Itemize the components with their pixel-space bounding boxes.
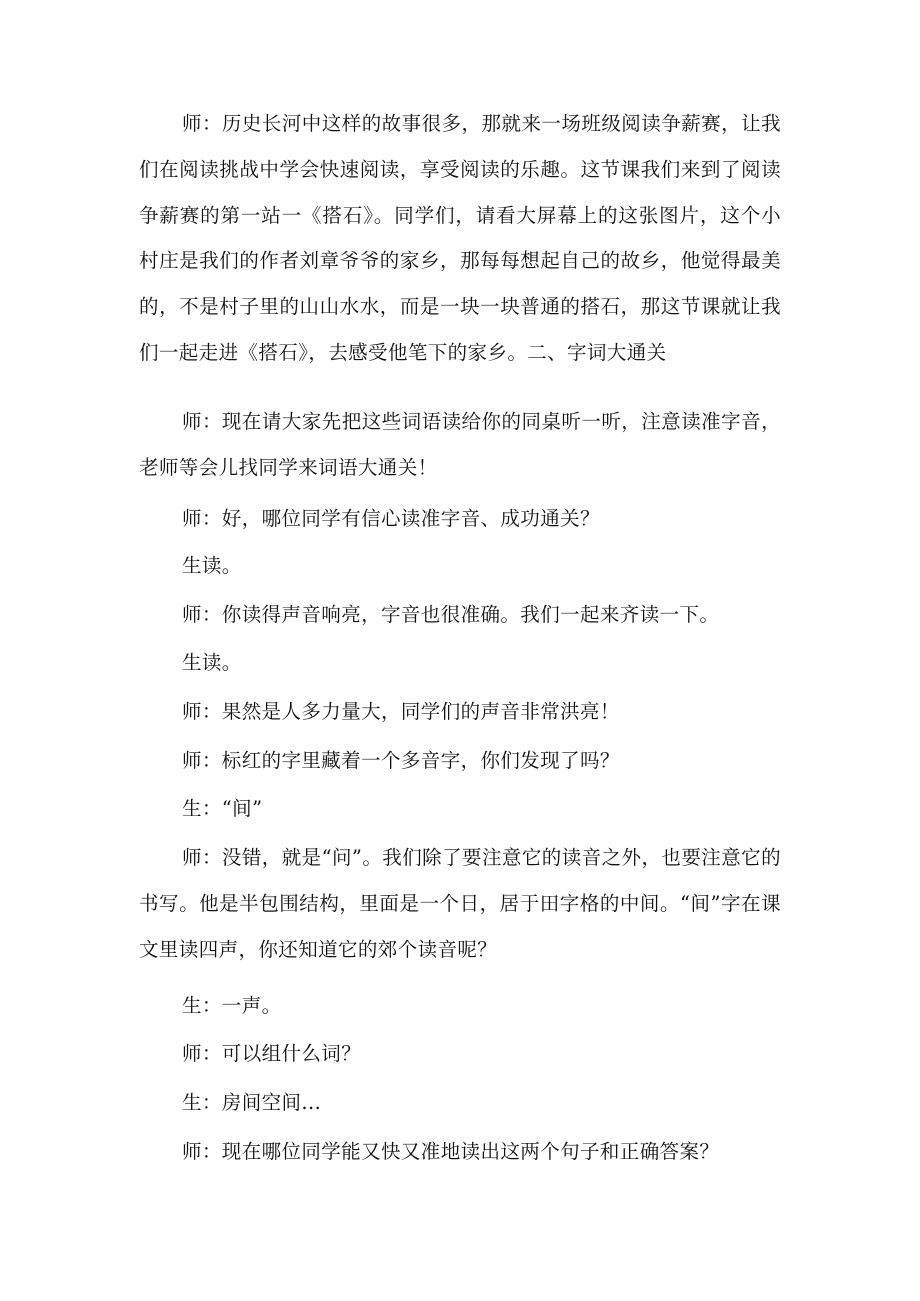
paragraph-read-to-deskmate: 师：现在请大家先把这些词语读给你的同桌听一听，注意读准字音，老师等会儿找同学来词语大通关！ (139, 410, 781, 479)
paragraph-jian-explanation: 师：没错，就是“问”。我们除了要注意它的读音之外，也要注意它的书写。他是半包围结构，里面是一个日，居于田字格的中间。“间”字在课文里读四声，你还知道它的郊个读音呢？ (139, 846, 781, 961)
paragraph-student-reads-1: 生读。 (182, 554, 242, 577)
paragraph-read-sentences: 师：现在哪位同学能又快又准地读出这两个句子和正确答案？ (182, 1140, 720, 1163)
paragraph-loud-voices: 师：果然是人多力量大，同学们的声音非常洪亮！ (182, 700, 620, 723)
paragraph-form-words: 师：可以组什么词？ (182, 1042, 362, 1065)
paragraph-intro-story: 师：历史长河中这样的故事很多，那就来一场班级阅读争薪赛，让我们在阅读挑战中学会快速阅读，享受阅读的乐趣。这节课我们来到了阅读争薪赛的第一站一《搭石》。同学们，请看大屏幕上的这张图片，这个小村庄是我们的作者刘章爷爷的家乡，那每每想起自己的故乡，他觉得最美的，不是村子里的山山水水，而是一块一块普通的搭石，那这节课就让我们一起走进《搭石》，去感受他笔下的家乡。二、字词大通关 (139, 112, 781, 364)
paragraph-first-tone: 生：一声。 (182, 994, 282, 1017)
paragraph-who-can-read: 师：好，哪位同学有信心读准字音、成功通关？ (182, 507, 600, 530)
paragraph-room-space: 生：房间空间... (182, 1091, 322, 1114)
paragraph-polyphonic-question: 师：标红的字里藏着一个多音字，你们发现了吗？ (182, 749, 620, 772)
paragraph-teacher-praise: 师：你读得声音响亮，字音也很准确。我们一起来齐读一下。 (182, 603, 720, 626)
paragraph-student-reads-2: 生读。 (182, 651, 242, 674)
paragraph-student-answer-jian: 生：“间” (182, 797, 263, 820)
